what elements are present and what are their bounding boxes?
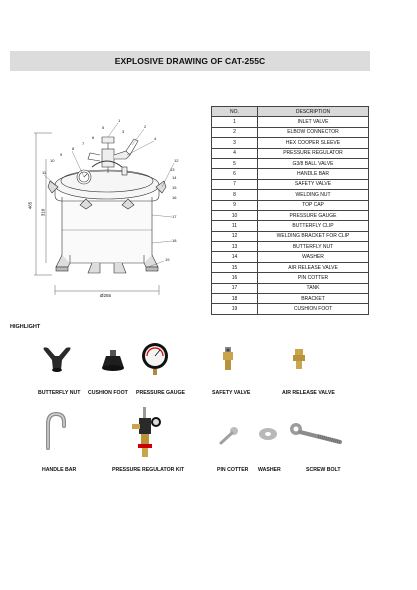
part-description-cell: PIN COTTER [258, 273, 369, 283]
table-row [212, 273, 369, 283]
highlight-heading: HIGHLIGHT [10, 324, 41, 330]
screw-bolt-label: SCREW BOLT [306, 467, 341, 473]
explosive-drawing [22, 115, 197, 305]
table-row [212, 200, 369, 210]
part-description-cell: CUSHION FOOT [258, 304, 369, 314]
table-row [212, 179, 369, 189]
safety-valve-label: SAFETY VALVE [212, 390, 251, 396]
table-row [212, 169, 369, 179]
table-row [212, 262, 369, 272]
part-number-cell: 11 [212, 221, 258, 231]
part-description-cell: WELDING BRACKET FOR CLIP [258, 231, 369, 241]
table-header-row [212, 107, 369, 117]
callout-1: 1 [118, 118, 121, 123]
dim-height: 465 [27, 201, 33, 210]
air-release-valve-image [292, 348, 306, 370]
table-row [212, 210, 369, 220]
part-description-cell: TANK [258, 283, 369, 293]
part-number-cell: 9 [212, 200, 258, 210]
table-row [212, 190, 369, 200]
callout-16: 16 [172, 195, 177, 200]
washer-label: WASHER [258, 467, 281, 473]
pin-cotter-image [218, 426, 240, 446]
part-number-cell: 1 [212, 117, 258, 127]
table-row [212, 221, 369, 231]
callout-13: 13 [170, 167, 175, 172]
table-row [212, 117, 369, 127]
part-number-cell: 2 [212, 127, 258, 137]
part-description-cell: BUTTERFLY CLIP [258, 221, 369, 231]
part-description-cell: INLET VALVE [258, 117, 369, 127]
page-title: EXPLOSIVE DRAWING OF CAT-255C [10, 51, 370, 71]
part-number-cell: 18 [212, 294, 258, 304]
callout-17: 17 [172, 214, 177, 219]
part-number-cell: 12 [212, 231, 258, 241]
parts-table [211, 106, 369, 315]
callout-14: 14 [172, 175, 177, 180]
column-header: NO. [212, 107, 258, 117]
callout-6: 6 [92, 135, 95, 140]
dim-body: 310 [40, 208, 46, 217]
part-number-cell: 17 [212, 283, 258, 293]
pressure-gauge-label: PRESSURE GAUGE [136, 390, 186, 396]
table-row [212, 294, 369, 304]
callout-19: 19 [165, 257, 170, 262]
butterfly-nut-image [40, 344, 74, 374]
part-number-cell: 8 [212, 190, 258, 200]
part-number-cell: 15 [212, 262, 258, 272]
callout-5: 5 [102, 125, 105, 130]
butterfly-nut-label: BUTTERFLY NUT [38, 390, 81, 396]
part-number-cell: 14 [212, 252, 258, 262]
part-description-cell: ELBOW CONNECTOR [258, 127, 369, 137]
safety-valve-image [220, 346, 236, 372]
screw-bolt-image [288, 422, 344, 448]
callout-4: 4 [154, 136, 157, 141]
part-description-cell: G3/8 BALL VALVE [258, 158, 369, 168]
callout-18: 18 [172, 238, 177, 243]
table-row [212, 304, 369, 314]
handle-bar-image [42, 410, 68, 450]
part-description-cell: BUTTERFLY NUT [258, 242, 369, 252]
handle-bar-label: HANDLE BAR [42, 467, 77, 473]
part-description-cell: BRACKET [258, 294, 369, 304]
part-description-cell: TOP CAP [258, 200, 369, 210]
part-number-cell: 10 [212, 210, 258, 220]
pressure-regulator-kit-image [130, 406, 164, 458]
dim-width: Ø255 [100, 293, 112, 298]
table-row [212, 283, 369, 293]
pin-cotter-label: PIN COTTER [217, 467, 249, 473]
table-row [212, 252, 369, 262]
part-number-cell: 16 [212, 273, 258, 283]
pressure-regulator-kit-label: PRESSURE REGULATOR KIT [112, 467, 185, 473]
callout-8: 8 [72, 146, 75, 151]
callout-15: 15 [172, 185, 177, 190]
part-description-cell: SAFETY VALVE [258, 179, 369, 189]
table-row [212, 138, 369, 148]
column-header: DESCRIPTION [258, 107, 369, 117]
part-number-cell: 6 [212, 169, 258, 179]
part-description-cell: AIR RELEASE VALVE [258, 262, 369, 272]
table-row [212, 127, 369, 137]
part-description-cell: PRESSURE GAUGE [258, 210, 369, 220]
part-number-cell: 3 [212, 138, 258, 148]
air-release-valve-label: AIR RELEASE VALVE [282, 390, 335, 396]
callout-7: 7 [82, 141, 85, 146]
callout-11: 11 [42, 170, 47, 175]
table-row [212, 242, 369, 252]
part-number-cell: 19 [212, 304, 258, 314]
callout-12: 12 [174, 158, 179, 163]
table-row [212, 158, 369, 168]
part-number-cell: 5 [212, 158, 258, 168]
part-description-cell: WASHER [258, 252, 369, 262]
part-description-cell: WELDING NUT [258, 190, 369, 200]
callout-9: 9 [60, 152, 63, 157]
cushion-foot-label: CUSHION FOOT [88, 390, 128, 396]
pressure-gauge-image [140, 342, 170, 376]
callout-2: 2 [144, 124, 147, 129]
cushion-foot-image [100, 348, 126, 372]
part-description-cell: HANDLE BAR [258, 169, 369, 179]
part-description-cell: HEX COOPER SLEEVE [258, 138, 369, 148]
part-number-cell: 13 [212, 242, 258, 252]
part-description-cell: PRESSURE REGULATOR [258, 148, 369, 158]
washer-image [258, 427, 278, 441]
part-number-cell: 4 [212, 148, 258, 158]
part-number-cell: 7 [212, 179, 258, 189]
table-row [212, 148, 369, 158]
callout-3: 3 [122, 129, 125, 134]
callout-10: 10 [50, 158, 55, 163]
table-row [212, 231, 369, 241]
